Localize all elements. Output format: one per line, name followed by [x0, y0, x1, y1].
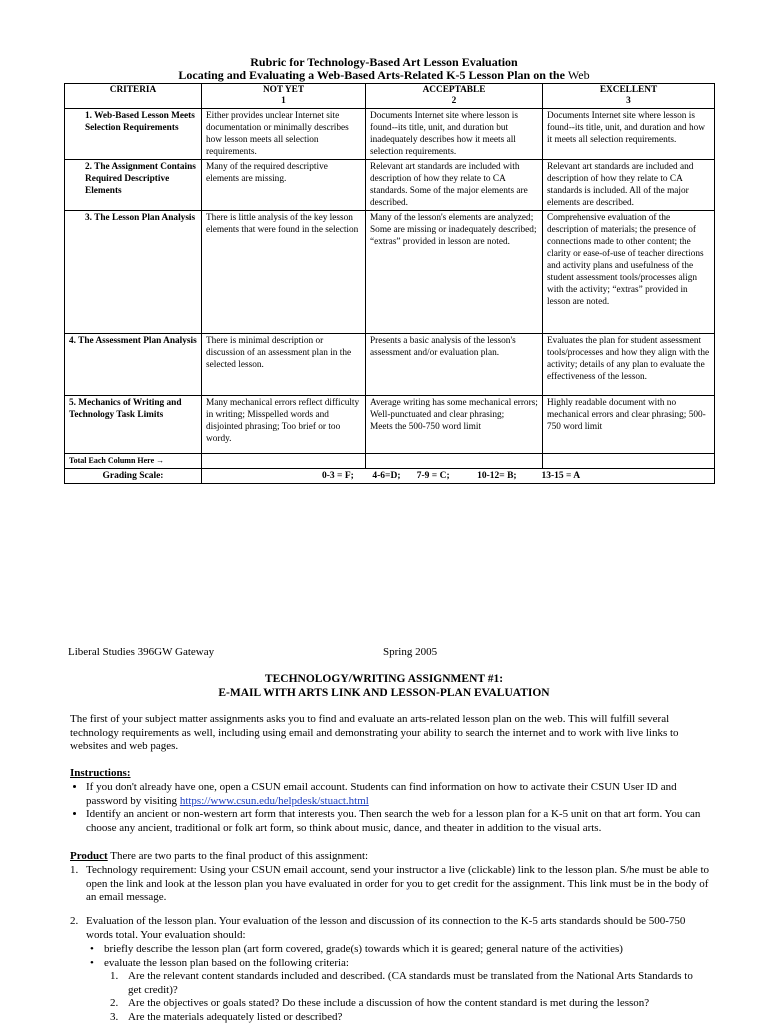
- table-row: [65, 211, 715, 334]
- list-item: [110, 997, 700, 1011]
- helpdesk-link[interactable]: https://www.csun.edu/helpdesk/stuact.html: [179, 794, 369, 807]
- item-text: Evaluation of the lesson plan. Your evaluation of the lesson and discussion of its connection to the K-5 arts standards should be 500-750 words total. Your evaluation should:: [86, 915, 686, 941]
- grading-scale-label: [65, 469, 202, 484]
- header-label: EXCELLENT: [599, 85, 658, 95]
- bullet-icon: •: [90, 956, 94, 969]
- instruction-text: If you don't already have one, open a CSUN email account. Students can find information on how to activate their CSUN User ID and password by visiting: [86, 781, 677, 807]
- acceptable-cell: Many of the lesson's elements are analyzed; Some are missing or inadequately described; “extras” provided in lesson are noted.: [366, 211, 543, 334]
- bullet-text: briefly describe the lesson plan (art form covered, grade(s) towards which it is geared; general nature of the activities): [104, 943, 623, 955]
- not-yet-cell: There is minimal description or discussion of an assessment plan in the selected lesson.: [202, 334, 366, 396]
- table-row: [65, 160, 715, 211]
- header-not-yet: [202, 84, 366, 109]
- course-name: Liberal Studies 396GW Gateway: [68, 646, 215, 658]
- assignment-title-line1: TECHNOLOGY/WRITING ASSIGNMENT #1:: [264, 673, 504, 685]
- criteria-cell: 4. The Assessment Plan Analysis: [65, 334, 202, 396]
- header-score: 1: [281, 96, 286, 106]
- scale-d: 4-6=D;: [372, 471, 401, 481]
- table-row: [65, 109, 715, 160]
- header-label: ACCEPTABLE: [422, 85, 486, 95]
- not-yet-cell: Many of the required descriptive elements are missing.: [202, 160, 366, 211]
- rubric-table: [64, 83, 715, 484]
- instructions-list: [70, 781, 710, 835]
- item-text: Are the relevant content standards included and described. (CA standards must be translated from the National Arts Standards to get credit)?: [128, 970, 693, 996]
- table-row: [65, 396, 715, 454]
- item-number: 2.: [70, 915, 79, 927]
- acceptable-cell: Average writing has some mechanical errors; Well-punctuated and clear phrasing; Meets the 500-750 word limit: [366, 396, 543, 454]
- header-excellent: [543, 84, 715, 109]
- list-item: [90, 943, 710, 957]
- excellent-cell: Comprehensive evaluation of the description of materials; the presence of connections made to other content; the clarity or ease-of-use of teacher directions and activity plans and usefulness of the student assessment tools/processes align with the activity; “extras” provided in lesson are noted.: [543, 211, 715, 334]
- list-item: [90, 957, 710, 971]
- product-item-1: [70, 864, 710, 905]
- rubric-subtitle-end: Web: [567, 68, 590, 82]
- item-number: 1.: [110, 970, 119, 982]
- rubric-subtitle: [0, 68, 768, 82]
- excellent-cell: Evaluates the plan for student assessment tools/processes and how they align with the activity; details of any plan to evaluate the effectiveness of the lesson.: [543, 334, 715, 396]
- criteria-cell: 3. The Lesson Plan Analysis: [65, 211, 202, 334]
- item-text: Are the objectives or goals stated? Do these include a discussion of how the content standard is met during the lesson?: [128, 997, 650, 1009]
- total-row: [65, 454, 715, 469]
- list-item: [110, 970, 700, 997]
- scale-b: 10-12= B;: [477, 471, 517, 481]
- rubric-subtitle-main: Locating and Evaluating a Web-Based Arts-Related K-5 Lesson Plan on the: [178, 68, 565, 82]
- assignment-title: [0, 672, 768, 700]
- list-item: [110, 1011, 700, 1024]
- rubric-header-row: [65, 84, 715, 109]
- list-item: • Identify an ancient or non-western art form that interests you. Then search the web for a lesson plan for a K-5 unit on that art form. You can choose any ancient, traditional or folk art form, so think about music, dance, and theater in addition to the visual arts.: [86, 808, 710, 835]
- total-label: Total Each Column Here →: [65, 454, 202, 469]
- header-score: 2: [451, 96, 457, 106]
- header-score: 3: [626, 96, 631, 106]
- instructions-heading: Instructions:: [70, 767, 131, 779]
- rubric-title: Rubric for Technology-Based Art Lesson Evaluation: [250, 55, 518, 69]
- item-text: Are the materials adequately listed or described?: [128, 1010, 343, 1023]
- list-item: [86, 781, 710, 808]
- header-acceptable: [366, 84, 543, 109]
- grading-scale-values: [202, 469, 715, 484]
- total-not-yet: [202, 454, 366, 469]
- table-row: [65, 334, 715, 396]
- evaluation-bullets: [90, 943, 710, 970]
- item-number: 2.: [110, 997, 119, 1009]
- bullet-text: evaluate the lesson plan based on the following criteria:: [104, 956, 349, 969]
- excellent-cell: Highly readable document with no mechanical errors and clear phrasing; 500-750 word limit: [543, 396, 715, 454]
- assignment-title-line2: E-MAIL WITH ARTS LINK AND LESSON-PLAN EVALUATION: [218, 687, 550, 699]
- scale-a: 13-15 = A: [541, 471, 581, 481]
- not-yet-cell: There is little analysis of the key lesson elements that were found in the selection: [202, 211, 366, 334]
- criteria-cell: 2. The Assignment Contains Required Descriptive Elements: [65, 160, 202, 211]
- total-acceptable: [366, 454, 543, 469]
- acceptable-cell: Documents Internet site where lesson is found--its title, unit, and duration but inadequately describes how it meets all selection requirements.: [366, 109, 543, 160]
- total-excellent: [543, 454, 715, 469]
- header-criteria: [65, 84, 202, 109]
- product-heading: Product: [70, 850, 108, 862]
- product-item-2: [70, 915, 710, 942]
- item-number: 1.: [70, 864, 79, 876]
- acceptable-cell: Relevant art standards are included with description of how they relate to CA standards. Some of the major elements are described.: [366, 160, 543, 211]
- item-text: Technology requirement: Using your CSUN email account, send your instructor a live (clickable) link to the lesson plan. S/he must be able to open the link and look at the lesson plan you have evaluated in order for you to get credit for the assignment. This link must be in the body of an email message.: [86, 864, 710, 903]
- header-label: CRITERIA: [109, 85, 157, 95]
- excellent-cell: Relevant art standards are included and description of how they relate to CA standards is included. All of the major elements are described.: [543, 160, 715, 211]
- criteria-list: [110, 970, 700, 1024]
- scale-c: 7-9 = C;: [416, 471, 450, 481]
- bullet-icon: •: [90, 943, 94, 955]
- item-number: 3.: [110, 1010, 119, 1023]
- not-yet-cell: Either provides unclear Internet site documentation or minimally describes how lesson meets all selection requirements.: [202, 109, 366, 160]
- criteria-cell: 1. Web-Based Lesson Meets Selection Requirements: [65, 109, 202, 160]
- not-yet-cell: Many mechanical errors reflect difficulty in writing; Misspelled words and disjointed phrasing; Too brief or too wordy.: [202, 396, 366, 454]
- product-intro-text: There are two parts to the final product of this assignment:: [110, 850, 369, 862]
- scale-f: 0-3 = F;: [322, 471, 354, 481]
- criteria-cell: 5. Mechanics of Writing and Technology Task Limits: [65, 396, 202, 454]
- header-label: NOT YET: [262, 85, 305, 95]
- excellent-cell: Documents Internet site where lesson is found--its title, unit, and duration and how it meets all selection requirements.: [543, 109, 715, 160]
- acceptable-cell: Presents a basic analysis of the lesson's assessment and/or evaluation plan.: [366, 334, 543, 396]
- intro-paragraph: The first of your subject matter assignments asks you to find and evaluate an arts-related lesson plan on the web. This will fulfill several technology requirements as well, including using email and demonstrating your ability to search the internet and to work with live links to websites and web pages.: [70, 713, 679, 752]
- grading-scale-text: Grading Scale:: [102, 471, 164, 481]
- grading-scale-row: [65, 469, 715, 484]
- semester: Spring 2005: [383, 646, 438, 658]
- product-intro: [70, 850, 710, 864]
